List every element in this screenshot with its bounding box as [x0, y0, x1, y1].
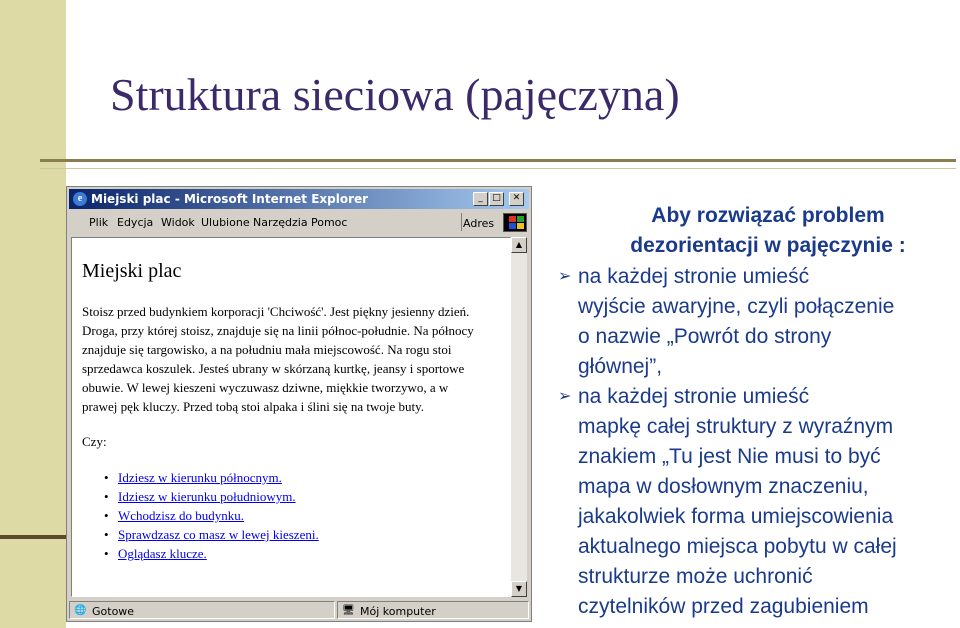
- arrowhead-bullet-icon: ➢: [558, 268, 572, 285]
- list-item: [82, 489, 319, 508]
- list-item: [82, 508, 319, 527]
- question-label: Czy:: [82, 434, 107, 449]
- panel-line: znakiem „Tu jest Nie musi to być: [578, 445, 881, 468]
- panel-heading-line: dezorientacji w pajęczynie :: [630, 234, 906, 257]
- list-item: [82, 546, 319, 565]
- panel-line: strukturze może uchronić: [578, 565, 813, 588]
- browser-window-title: Miejski plac - Microsoft Internet Explorer: [91, 192, 369, 206]
- panel-body: [558, 262, 897, 622]
- link-check-pocket[interactable]: Sprawdzasz co masz w lewej kieszeni.: [118, 527, 319, 542]
- list-item: [82, 470, 319, 489]
- panel-line: mapkę całej struktury z wyraźnym: [578, 415, 894, 438]
- minimize-button[interactable]: _: [473, 192, 488, 206]
- panel-heading-line: Aby rozwiązać problem: [651, 204, 885, 227]
- panel-line: aktualnego miejsca pobytu w całej: [578, 535, 897, 558]
- link-north[interactable]: Idziesz w kierunku północnym.: [118, 470, 282, 485]
- paragraph-line: Stoisz przed budynkiem korporacji 'Chciwość'. Jest piękny jesienny dzień.: [82, 304, 470, 319]
- title-divider: [40, 159, 956, 162]
- menu-help[interactable]: Pomoc: [311, 216, 348, 229]
- link-look-keys[interactable]: Oglądasz klucze.: [118, 546, 207, 561]
- scroll-up-button[interactable]: ▲: [511, 237, 527, 253]
- menu-tools[interactable]: Narzędzia: [253, 216, 308, 229]
- choice-list: [82, 470, 319, 565]
- panel-line: o nazwie „Powrót do strony: [578, 325, 832, 348]
- status-cell-left: [69, 601, 335, 619]
- maximize-button[interactable]: □: [489, 192, 504, 206]
- address-label[interactable]: Adres: [463, 217, 495, 230]
- panel-line: mapa w dosłownym znaczeniu,: [578, 475, 869, 498]
- scroll-down-button[interactable]: ▼: [511, 581, 527, 597]
- menu-edit[interactable]: Edycja: [117, 216, 154, 229]
- vertical-scrollbar[interactable]: [511, 237, 527, 597]
- side-decoration-band: [0, 0, 66, 628]
- page-content: [71, 237, 511, 597]
- panel-line: czytelników przed zagubieniem: [578, 595, 869, 618]
- menu-favorites[interactable]: Ulubione: [201, 216, 250, 229]
- close-button[interactable]: ✕: [509, 192, 524, 206]
- page-heading: Miejski plac: [82, 260, 182, 282]
- windows-logo-icon: [503, 213, 527, 232]
- page-icon: 🌐: [74, 605, 87, 616]
- paragraph-line: prawej pęk kluczy. Przed tobą stoi alpaka i ślini się na twoje buty.: [82, 399, 424, 414]
- status-text-right: Mój komputer: [360, 605, 436, 618]
- menu-view[interactable]: Widok: [161, 216, 195, 229]
- link-south[interactable]: Idziesz w kierunku południowym.: [118, 489, 296, 504]
- menu-bar: [69, 211, 461, 233]
- paragraph-line: obuwie. W lewej kieszeni wyczuwasz dziwne, miękkie tworzywo, a w: [82, 380, 449, 395]
- side-band-divider: [0, 535, 66, 539]
- paragraph-line: znajduje się targowisko, a na południu mała miejscowość. Na rogu stoi: [82, 342, 452, 357]
- paragraph-line: Droga, przy której stoisz, znajduje się na linii północ-południe. Na północy: [82, 323, 474, 338]
- list-item: [82, 527, 319, 546]
- panel-line: ➢ na każdej stronie umieść: [578, 382, 897, 412]
- status-text-left: Gotowe: [92, 605, 135, 618]
- computer-icon: 🖥: [342, 605, 355, 616]
- arrowhead-bullet-icon: ➢: [558, 388, 572, 405]
- browser-titlebar[interactable]: [69, 189, 529, 209]
- status-cell-right: [337, 601, 529, 619]
- ie-logo-icon: e: [73, 192, 87, 206]
- panel-line: ➢ na każdej stronie umieść: [578, 262, 897, 292]
- title-divider-thin: [40, 168, 956, 169]
- panel-line: jakakolwiek forma umiejscowienia: [578, 505, 894, 528]
- browser-window: [66, 186, 532, 622]
- paragraph-line: sprzedawca koszulek. Jesteś ubrany w skórzaną kurtkę, jeansy i sportowe: [82, 361, 465, 376]
- menu-file[interactable]: Plik: [89, 216, 109, 229]
- link-enter-building[interactable]: Wchodzisz do budynku.: [118, 508, 245, 523]
- page-paragraph: [82, 302, 502, 416]
- status-bar: [69, 601, 529, 619]
- slide-title: Struktura sieciowa (pajęczyna): [110, 69, 680, 120]
- panel-line: wyjście awaryjne, czyli połączenie: [578, 295, 895, 318]
- panel-line: głównej”,: [578, 355, 663, 378]
